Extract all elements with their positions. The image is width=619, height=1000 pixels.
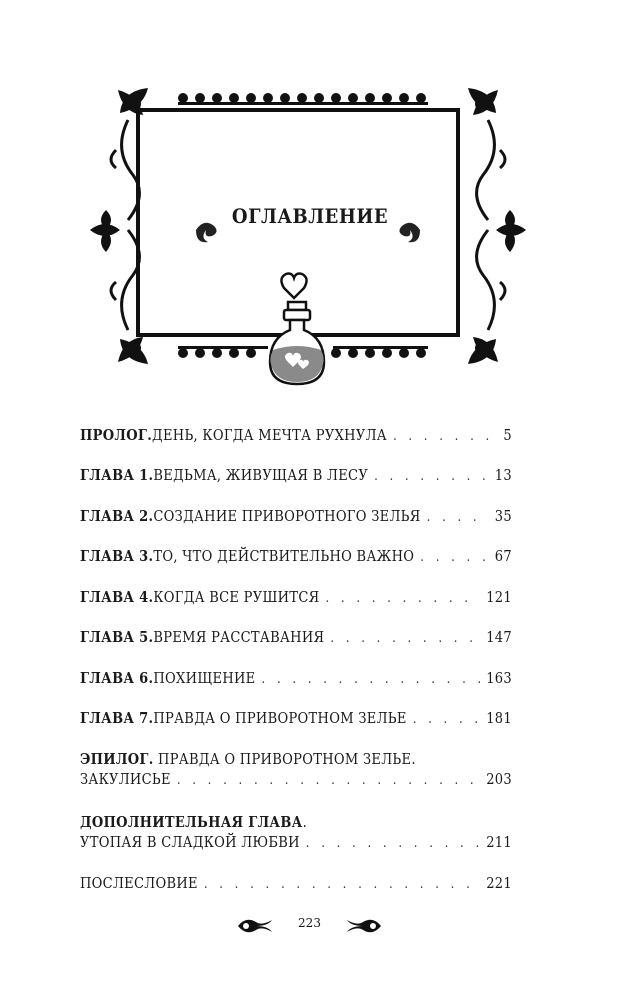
toc-entry-chapter-5[interactable] [80,629,512,646]
toc-entry-prologue[interactable] [80,427,512,444]
toc-entry-extra[interactable] [80,814,307,831]
toc-leader-dots [177,773,480,788]
toc-entry-title: ВРЕМЯ РАССТАВАНИЯ [153,630,325,646]
toc-leader-dots [262,672,481,687]
ornamental-frame [88,80,528,400]
toc-leader-dots [204,877,480,892]
toc-entry-chapter-3[interactable] [80,548,512,565]
toc-entry-epilogue[interactable] [80,751,416,768]
toc-entry-head: ГЛАВА 5. [80,629,154,646]
toc-entry-page: 67 [494,549,512,565]
toc-entry-chapter-1[interactable] [80,467,512,484]
toc-entry-title: ТО, ЧТО ДЕЙСТВИТЕЛЬНО ВАЖНО [153,549,415,565]
toc-leader-dots [393,429,497,444]
toc-entry-page: 35 [494,509,512,525]
toc-leader-dots [420,550,489,565]
toc-entry-title: КОГДА ВСЕ РУШИТСЯ [153,590,320,606]
toc-entry-page: 5 [503,428,512,444]
page-footer [0,914,619,938]
toc-entry-chapter-7[interactable] [80,710,512,727]
toc-entry-head: ГЛАВА 6. [80,670,154,687]
toc-leader-dots [427,510,489,525]
toc-entry-head: ГЛАВА 1. [80,467,154,484]
toc-entry-head-suffix: . [302,815,308,831]
toc-entry-chapter-6[interactable] [80,670,512,687]
toc-entry-chapter-4[interactable] [80,589,512,606]
toc-entry-page: 163 [486,671,512,687]
toc-entry-title: ПОХИЩЕНИЕ [153,671,256,687]
toc-entry-title: ПРАВДА О ПРИВОРОТНОМ ЗЕЛЬЕ. [153,752,416,768]
toc-entry-head: ГЛАВА 4. [80,589,154,606]
toc-entry-head: ПРОЛОГ. [80,427,153,444]
toc-entry-page: 13 [494,468,512,484]
toc-entry-page: 203 [486,772,512,788]
toc-entry-page: 221 [486,876,512,892]
toc-entry-title-cont: ЗАКУЛИСЬЕ [80,772,171,788]
ornamental-frame-icon [88,80,528,400]
toc-entry-title: ПОСЛЕСЛОВИЕ [80,876,198,892]
toc-entry-title: ДЕНЬ, КОГДА МЕЧТА РУХНУЛА [152,428,387,444]
contents-title: ОГЛАВЛЕНИЕ [231,204,389,228]
toc-entry-extra-line2[interactable] [80,835,512,851]
toc-entry-head: ГЛАВА 3. [80,548,154,565]
toc-leader-dots [413,712,481,727]
toc-entry-head: ЭПИЛОГ. [80,751,154,768]
toc-entry-page: 147 [486,630,512,646]
toc-entry-title: СОЗДАНИЕ ПРИВОРОТНОГО ЗЕЛЬЯ [153,509,421,525]
toc-entry-epilogue-line2[interactable] [80,772,512,788]
toc-entry-page: 211 [486,835,512,851]
toc-entry-head: ГЛАВА 2. [80,508,154,525]
page-number: 223 [298,916,321,930]
toc-entry-afterword[interactable] [80,876,512,892]
toc-entry-head: ГЛАВА 7. [80,710,154,727]
toc-entry-head: ДОПОЛНИТЕЛЬНАЯ ГЛАВА [80,814,303,831]
toc-entry-page: 121 [486,590,512,606]
toc-leader-dots [330,631,480,646]
potion-bottle-icon [270,274,324,385]
toc-entry-title: УТОПАЯ В СЛАДКОЙ ЛЮБВИ [80,835,300,851]
toc-leader-dots [374,469,489,484]
toc-leader-dots [306,836,480,851]
toc-entry-chapter-2[interactable] [80,508,512,525]
toc-leader-dots [325,591,480,606]
toc-entry-page: 181 [486,711,512,727]
toc-entry-title: ВЕДЬМА, ЖИВУЩАЯ В ЛЕСУ [153,468,369,484]
toc-entry-title: ПРАВДА О ПРИВОРОТНОМ ЗЕЛЬЕ [153,711,407,727]
